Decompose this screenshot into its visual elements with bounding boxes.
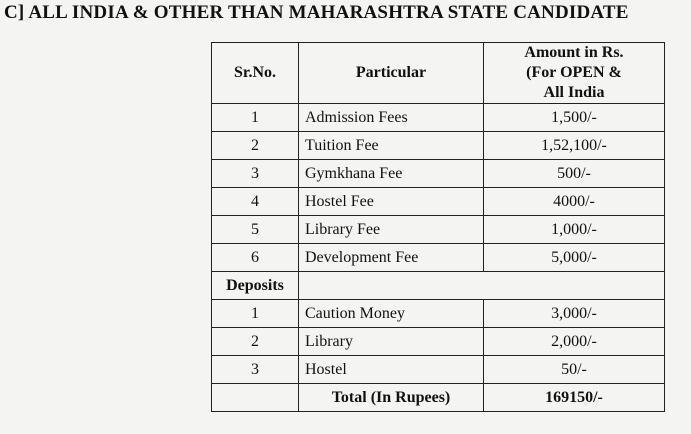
srno-cell: 1 [212, 104, 299, 132]
total-blank-cell [212, 384, 299, 412]
particular-cell: Library Fee [299, 216, 484, 244]
table-row [212, 160, 665, 188]
table-row [212, 132, 665, 160]
srno-cell: 3 [212, 160, 299, 188]
srno-cell: 1 [212, 300, 299, 328]
header-amount-line3: All India [543, 84, 605, 101]
table-row [212, 188, 665, 216]
particular-cell: Tuition Fee [299, 132, 484, 160]
header-amount [484, 43, 665, 104]
particular-cell: Admission Fees [299, 104, 484, 132]
amount-cell: 3,000/- [484, 300, 665, 328]
deposits-blank [299, 272, 665, 300]
table-row [212, 244, 665, 272]
deposits-row [212, 272, 665, 300]
particular-cell: Development Fee [299, 244, 484, 272]
header-srno: Sr.No. [212, 43, 299, 104]
total-label: Total (In Rupees) [299, 384, 484, 412]
srno-cell: 2 [212, 328, 299, 356]
amount-cell: 1,500/- [484, 104, 665, 132]
amount-cell: 2,000/- [484, 328, 665, 356]
total-amount: 169150/- [484, 384, 665, 412]
header-amount-line1: Amount in Rs. [524, 44, 624, 61]
amount-cell: 5,000/- [484, 244, 665, 272]
table-row [212, 300, 665, 328]
srno-cell: 2 [212, 132, 299, 160]
section-heading: C] ALL INDIA & OTHER THAN MAHARASHTRA STATE CANDIDATE [4, 2, 629, 23]
amount-cell: 4000/- [484, 188, 665, 216]
particular-cell: Caution Money [299, 300, 484, 328]
srno-cell: 3 [212, 356, 299, 384]
table-row [212, 356, 665, 384]
fee-table [211, 42, 665, 412]
amount-cell: 500/- [484, 160, 665, 188]
srno-cell: 4 [212, 188, 299, 216]
deposits-label: Deposits [212, 272, 299, 300]
particular-cell: Hostel Fee [299, 188, 484, 216]
table-row [212, 104, 665, 132]
header-particular: Particular [299, 43, 484, 104]
amount-cell: 50/- [484, 356, 665, 384]
srno-cell: 6 [212, 244, 299, 272]
amount-cell: 1,000/- [484, 216, 665, 244]
srno-cell: 5 [212, 216, 299, 244]
particular-cell: Hostel [299, 356, 484, 384]
table-row [212, 328, 665, 356]
particular-cell: Library [299, 328, 484, 356]
table-row [212, 216, 665, 244]
amount-cell: 1,52,100/- [484, 132, 665, 160]
particular-cell: Gymkhana Fee [299, 160, 484, 188]
header-amount-line2: (For OPEN & [526, 64, 622, 81]
total-row [212, 384, 665, 412]
header-row [212, 43, 665, 104]
